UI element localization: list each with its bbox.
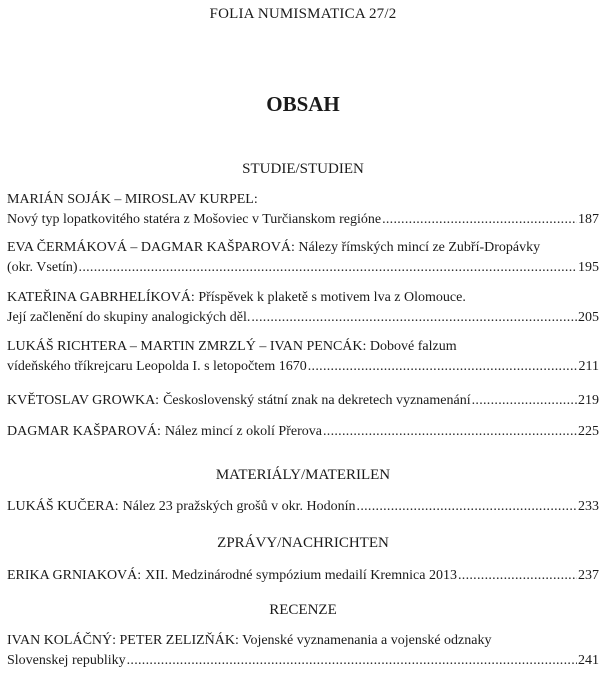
entry-authors: LUKÁŠ KUČERA: xyxy=(7,499,119,514)
leader-dots xyxy=(382,210,577,230)
entry-authors: KATEŘINA GABRHELÍKOVÁ: xyxy=(7,290,195,305)
entry-title: Slovenskej republiky xyxy=(7,653,126,668)
toc-entry[interactable] xyxy=(7,288,599,328)
entry-title-part: Příspěvek k plaketě s motivem lva z Olomouce. xyxy=(198,290,466,305)
leader-dots xyxy=(323,422,577,442)
entry-page: 237 xyxy=(578,568,599,583)
leader-dots xyxy=(472,391,577,411)
entry-title: XII. Medzinárodné sympózium medailí Kremnica 2013 xyxy=(145,568,457,583)
entry-authors: EVA ČERMÁKOVÁ – DAGMAR KAŠPAROVÁ: xyxy=(7,240,295,255)
entry-page: 241 xyxy=(578,653,599,668)
entry-page: 211 xyxy=(578,359,599,374)
entry-title-part: Dobové falzum xyxy=(369,339,457,354)
toc-entry[interactable] xyxy=(7,631,599,671)
entry-authors: KVĚTOSLAV GROWKA: xyxy=(7,393,160,408)
section-heading-recenze: RECENZE xyxy=(269,602,337,618)
toc-entry[interactable] xyxy=(7,190,599,230)
entry-title: Nález mincí z okolí Přerova xyxy=(164,424,322,439)
entry-title-part: Vojenské vyznamenania a vojenské odznaky xyxy=(242,633,492,648)
leader-dots xyxy=(79,258,577,278)
toc-entry[interactable] xyxy=(7,391,599,411)
entry-title: Nález 23 pražských grošů v okr. Hodonín xyxy=(122,499,356,514)
entry-page: 195 xyxy=(578,260,599,275)
entry-title-part: Nálezy římských mincí ze Zubří-Dropávky xyxy=(298,240,541,255)
entry-page: 205 xyxy=(578,310,599,325)
entry-authors: LUKÁŠ RICHTERA – MARTIN ZMRZLÝ – IVAN PENCÁK: xyxy=(7,339,367,354)
toc-entry[interactable] xyxy=(7,566,599,586)
entry-title: (okr. Vsetín) xyxy=(7,260,78,275)
entry-title: vídeňského tříkrejcaru Leopolda I. s letopočtem 1670 xyxy=(7,359,307,374)
journal-header: FOLIA NUMISMATICA 27/2 xyxy=(209,6,397,22)
entry-page: 233 xyxy=(578,499,599,514)
toc-entry[interactable] xyxy=(7,422,599,442)
toc-entry[interactable] xyxy=(7,497,599,517)
entry-authors: MARIÁN SOJÁK – MIROSLAV KURPEL: xyxy=(7,192,258,207)
section-heading-materialy: MATERIÁLY/MATERILEN xyxy=(215,467,391,483)
entry-authors: ERIKA GRNIAKOVÁ: xyxy=(7,568,142,583)
entry-authors: IVAN KOLÁČNÝ: PETER ZELIZŇÁK: xyxy=(7,633,239,648)
entry-page: 219 xyxy=(578,393,599,408)
leader-dots xyxy=(251,308,577,328)
leader-dots xyxy=(308,357,578,377)
section-heading-studie: STUDIE/STUDIEN xyxy=(242,161,364,177)
entry-title: Nový typ lopatkovitého statéra z Mošoviec v Turčianskom regióne xyxy=(7,212,382,227)
entry-title: Její začlenění do skupiny analogických děl. xyxy=(7,310,251,325)
page-title: OBSAH xyxy=(266,92,340,116)
section-heading-zpravy: ZPRÁVY/NACHRICHTEN xyxy=(217,535,389,551)
leader-dots xyxy=(458,566,577,586)
entry-title: Československý státní znak na dekretech vyznamenání xyxy=(163,393,471,408)
leader-dots xyxy=(357,497,577,517)
leader-dots xyxy=(127,651,577,671)
toc-entry[interactable] xyxy=(7,337,599,377)
toc-entry[interactable] xyxy=(7,238,599,278)
entry-page: 187 xyxy=(578,212,599,227)
entry-authors: DAGMAR KAŠPAROVÁ: xyxy=(7,424,161,439)
entry-page: 225 xyxy=(578,424,599,439)
